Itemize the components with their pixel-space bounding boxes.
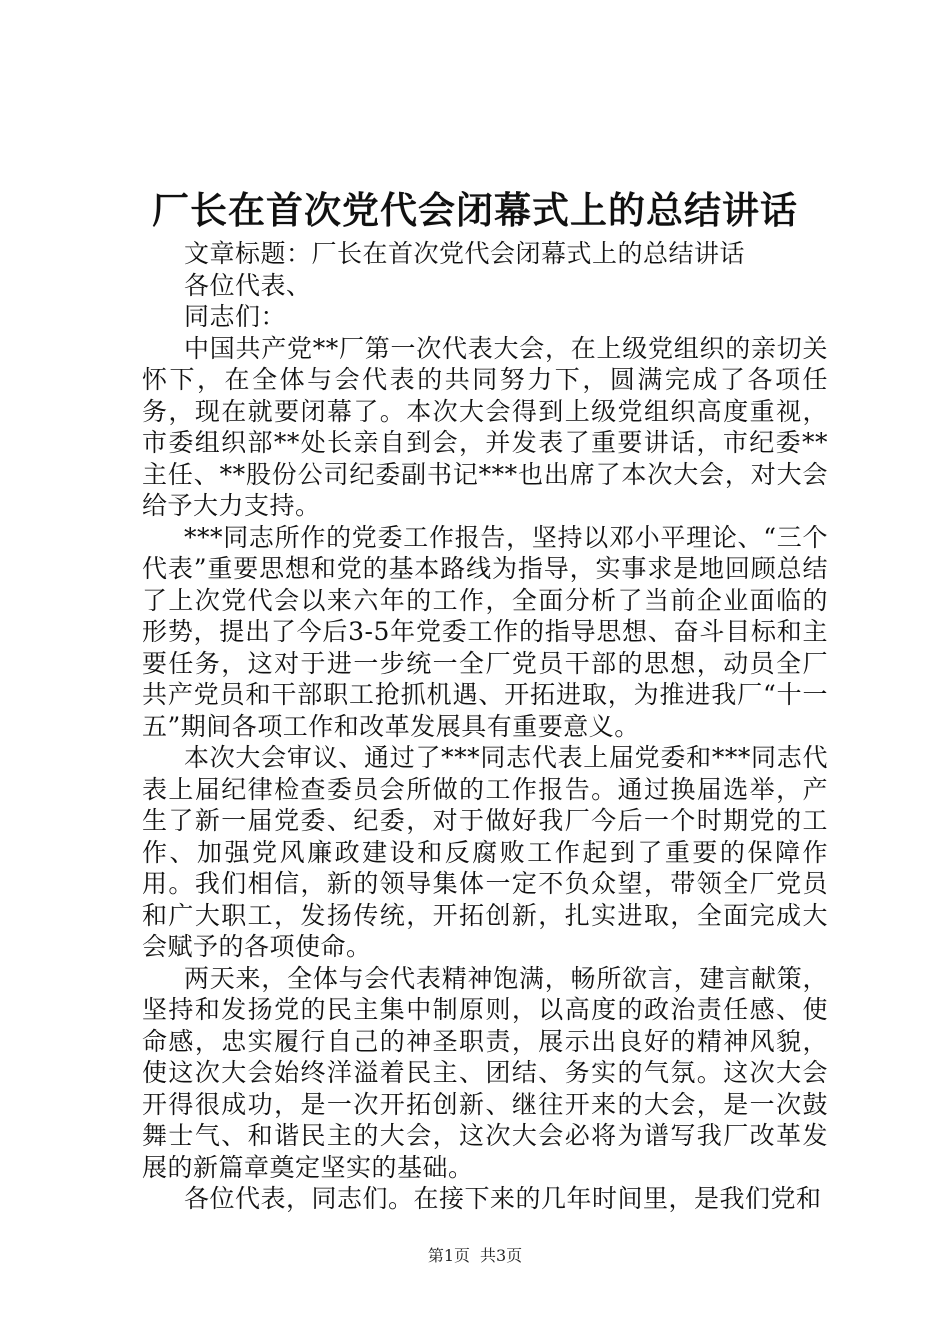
page-footer <box>0 1243 950 1266</box>
paragraph-3: 本次大会审议、通过了***同志代表上届党委和***同志代表上届纪律检查委员会所做的工作报告。通过换届选举，产生了新一届党委、纪委，对于做好我厂今后一个时期党的工作、加强党风廉政建设和反腐败工作起到了重要的保障作用。我们相信，新的领导集体一定不负众望，带领全厂党员和广大职工，发扬传统，开拓创新，扎实进取，全面完成大会赋予的各项使命。 <box>142 743 828 961</box>
salutation-line-2: 同志们： <box>184 302 287 331</box>
paragraph-1: 中国共产党**厂第一次代表大会，在上级党组织的亲切关怀下，在全体与会代表的共同努力下，圆满完成了各项任务，现在就要闭幕了。本次大会得到上级党组织高度重视，市委组织部**处长亲自到会，并发表了重要讲话，市纪委**主任、**股份公司纪委副书记***也出席了本次大会，对大会给予大力支持。 <box>142 333 828 520</box>
page-number: 第1页 <box>427 1246 470 1265</box>
paragraph-4: 两天来，全体与会代表精神饱满，畅所欲言，建言献策，坚持和发扬党的民主集中制原则，以高度的政治责任感、使命感，忠实履行自己的神圣职责，展示出良好的精神风貌，使这次大会始终洋溢着民主、团结、务实的气氛。这次大会开得很成功，是一次开拓创新、继往开来的大会，是一次鼓舞士气、和谐民主的大会，这次大会必将为谱写我厂改革发展的新篇章奠定坚实的基础。 <box>142 963 828 1182</box>
page-total: 共3页 <box>480 1246 523 1265</box>
paragraph-5: 各位代表，同志们。在接下来的几年时间里，是我们党和 <box>184 1184 822 1213</box>
document-title: 厂长在首次党代会闭幕式上的总结讲话 <box>152 188 798 232</box>
document-body <box>142 238 828 1215</box>
article-title-line: 文章标题：厂长在首次党代会闭幕式上的总结讲话 <box>184 239 746 268</box>
salutation-line-1: 各位代表、 <box>184 270 312 300</box>
paragraph-2: ***同志所作的党委工作报告，坚持以邓小平理论、“三个代表”重要思想和党的基本路线为指导，实事求是地回顾总结了上次党代会以来六年的工作，全面分析了当前企业面临的形势，提出了今后3-5年党委工作的指导思想、奋斗目标和主要任务，这对于进一步统一全厂党员干部的思想，动员全厂共产党员和干部职工抢抓机遇、开拓进取，为推进我厂“十一五”期间各项工作和改革发展具有重要意义。 <box>142 522 828 741</box>
